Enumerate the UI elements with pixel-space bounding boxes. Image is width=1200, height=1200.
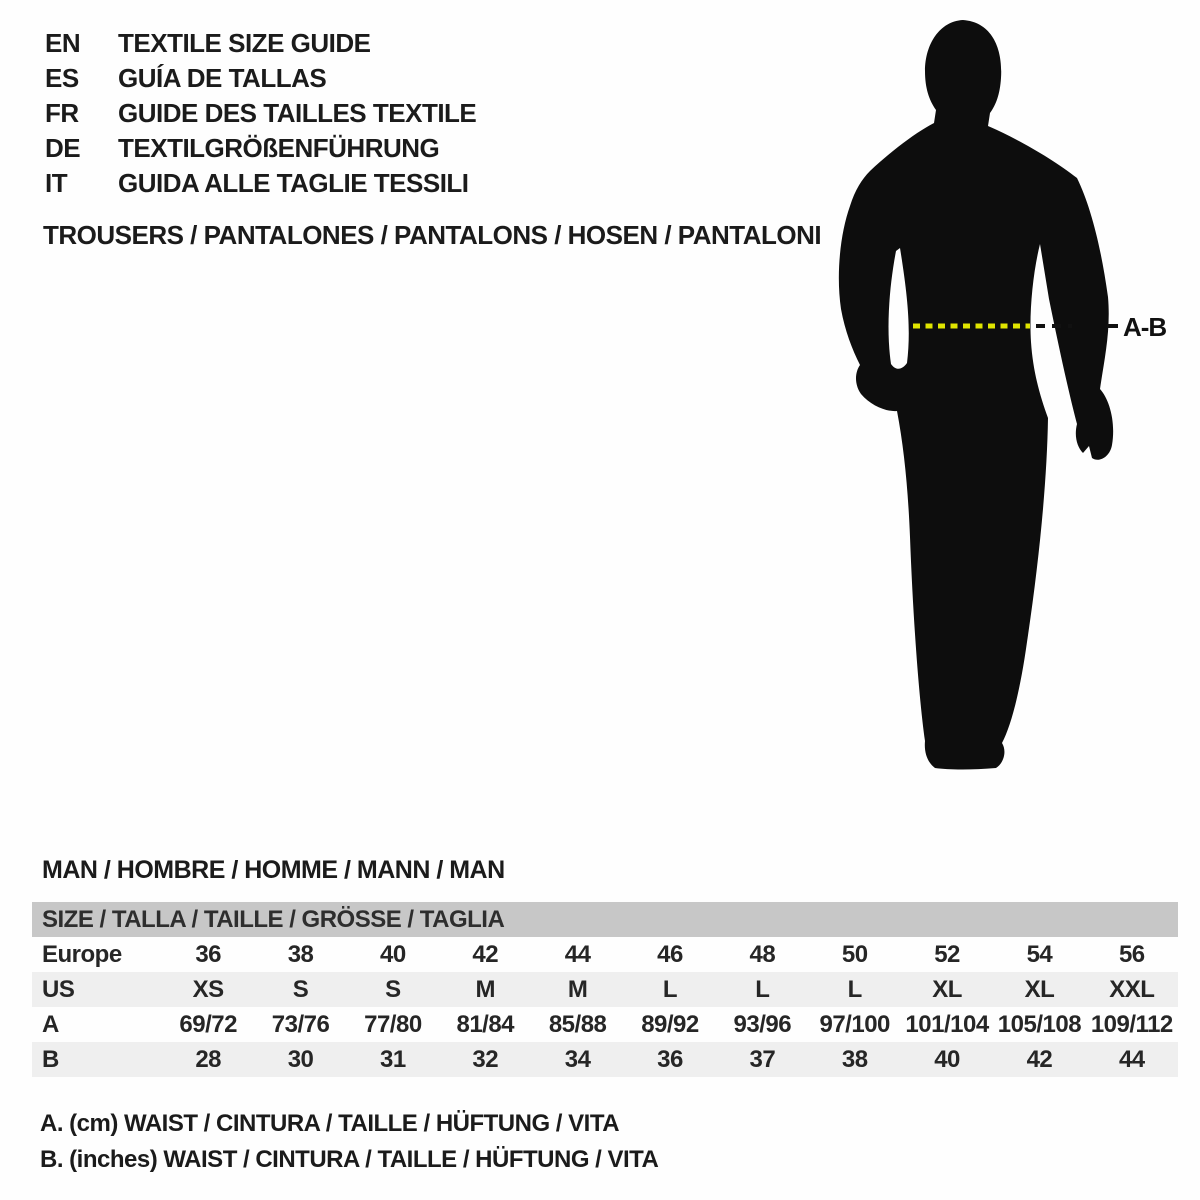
size-cell: 40	[934, 1045, 960, 1073]
size-cell: 44	[564, 940, 591, 968]
size-cell: 48	[749, 940, 776, 968]
footnotes	[40, 1106, 658, 1178]
size-cell: 42	[472, 940, 499, 968]
table-header-row	[32, 902, 1178, 937]
row-label: US	[42, 975, 75, 1003]
lang-label: GUIDA ALLE TAGLIE TESSILI	[118, 168, 469, 198]
size-cell: 69/72	[179, 1010, 237, 1038]
size-cell: 73/76	[271, 1010, 330, 1038]
size-cell: 34	[564, 1045, 591, 1073]
table-row	[32, 1007, 1178, 1042]
size-cell: 30	[287, 1045, 314, 1073]
size-cell: XL	[1024, 975, 1055, 1003]
size-cell: L	[847, 975, 862, 1003]
language-guide	[45, 26, 476, 201]
category-title: TROUSERS / PANTALONES / PANTALONS / HOSEN / PANTALONI	[43, 220, 822, 250]
measure-label: A-B	[1123, 312, 1167, 342]
table-row	[32, 937, 1178, 972]
size-cell: 42	[1026, 1045, 1053, 1073]
size-cell: 38	[841, 1045, 868, 1073]
size-cell: 97/100	[819, 1010, 890, 1038]
size-cell: 52	[934, 940, 960, 968]
gender-section-title: MAN / HOMBRE / HOMME / MANN / MAN	[42, 856, 505, 884]
size-cell: 105/108	[997, 1010, 1082, 1038]
size-cell: XXL	[1109, 975, 1155, 1003]
size-cell: S	[385, 975, 401, 1003]
lang-code: DE	[45, 133, 81, 163]
size-cell: 81/84	[456, 1010, 515, 1038]
size-cell: 93/96	[733, 1010, 792, 1038]
lang-label: GUIDE DES TAILLES TEXTILE	[118, 98, 477, 128]
size-cell: 38	[287, 940, 314, 968]
footnote-a: A. (cm) WAIST / CINTURA / TAILLE / HÜFTUNG / VITA	[40, 1110, 620, 1137]
size-cell: 85/88	[548, 1010, 607, 1038]
size-cell: 40	[380, 940, 406, 968]
size-cell: 54	[1026, 940, 1053, 968]
lang-code: ES	[45, 63, 79, 93]
size-cell: 50	[841, 940, 868, 968]
man-figure	[820, 0, 1200, 800]
table-header: SIZE / TALLA / TAILLE / GRÖSSE / TAGLIA	[32, 902, 1178, 937]
row-label: A	[42, 1010, 59, 1038]
lang-row-de	[45, 131, 476, 166]
table-row	[32, 972, 1178, 1007]
man-silhouette	[839, 20, 1113, 770]
size-cell: S	[292, 975, 309, 1003]
size-cell: 77/80	[364, 1010, 422, 1038]
lang-code: FR	[45, 98, 79, 128]
size-cell: 109/112	[1090, 1010, 1173, 1038]
size-cell: 28	[195, 1045, 222, 1073]
size-cell: L	[662, 975, 678, 1003]
lang-code: EN	[45, 28, 81, 58]
size-cell: 46	[657, 940, 683, 968]
size-table-body	[32, 937, 1178, 1077]
lang-label: TEXTILE SIZE GUIDE	[118, 28, 371, 58]
table-row	[32, 1042, 1178, 1077]
size-cell: 101/104	[905, 1010, 989, 1038]
footnote-b: B. (inches) WAIST / CINTURA / TAILLE / HÜFTUNG / VITA	[40, 1146, 659, 1173]
row-label: Europe	[42, 940, 122, 968]
lang-code: IT	[45, 168, 68, 198]
size-cell: 44	[1118, 1045, 1145, 1073]
lang-row-fr	[45, 96, 476, 131]
size-table	[32, 902, 1178, 1077]
lang-row-es	[45, 61, 476, 96]
size-cell: L	[755, 975, 770, 1003]
size-cell: M	[475, 975, 495, 1003]
lang-label: GUÍA DE TALLAS	[118, 63, 327, 93]
lang-label: TEXTILGRÖßENFÜHRUNG	[118, 133, 440, 163]
size-cell: 36	[657, 1045, 683, 1073]
size-cell: 36	[195, 940, 222, 968]
lang-row-en	[45, 26, 476, 61]
size-cell: M	[567, 975, 588, 1003]
size-cell: 56	[1118, 940, 1145, 968]
size-cell: XL	[932, 975, 962, 1003]
row-label: B	[42, 1045, 59, 1073]
size-cell: 32	[472, 1045, 499, 1073]
size-cell: 31	[380, 1045, 406, 1073]
size-cell: XS	[192, 975, 224, 1003]
size-cell: 89/92	[641, 1010, 699, 1038]
size-cell: 37	[749, 1045, 776, 1073]
lang-row-it	[45, 166, 476, 201]
